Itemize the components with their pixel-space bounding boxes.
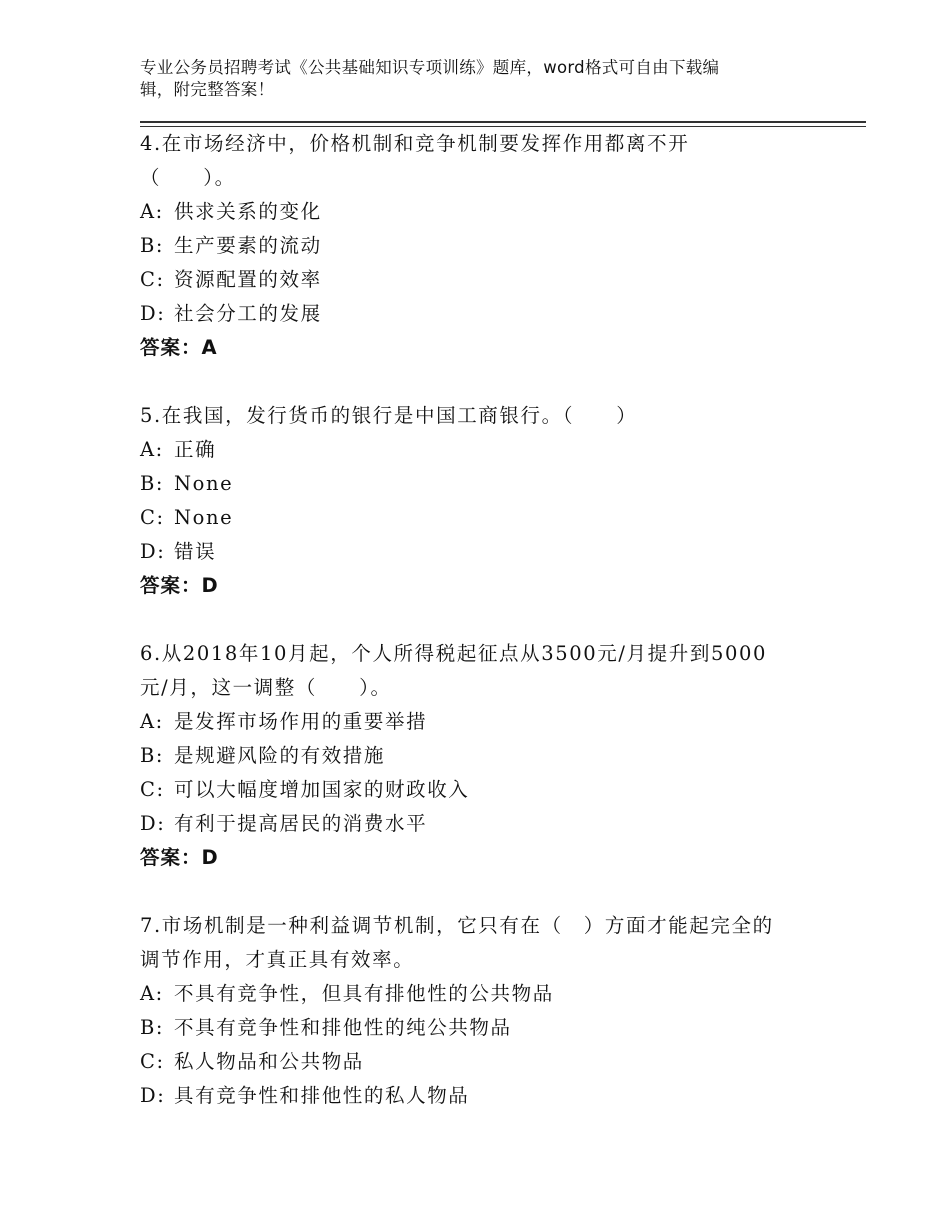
option-text: 资源配置的效率: [174, 268, 322, 291]
option-letter: B:: [140, 234, 165, 257]
option-text: 私人物品和公共物品: [174, 1050, 364, 1073]
question-stem-continued: 元/月，这一调整（ ）。: [140, 676, 392, 699]
question-stem-continued: 调节作用，才真正具有效率。: [140, 948, 415, 971]
question-5: [140, 399, 820, 603]
option-text: 不具有竞争性，但具有排他性的公共物品: [174, 982, 554, 1005]
answer-line: 答案：D: [140, 846, 219, 869]
question-stem: 7.市场机制是一种利益调节机制，它只有在（ ）方面才能起完全的: [140, 914, 774, 937]
option-b: [140, 229, 820, 263]
option-d: [140, 1079, 820, 1113]
option-b: [140, 739, 820, 773]
header-line-1: 专业公务员招聘考试《公共基础知识专项训练》题库，word格式可自由下载编: [140, 58, 720, 77]
option-letter: A:: [140, 438, 164, 461]
document-header: [140, 57, 800, 101]
question-stem: 6.从2018年10月起，个人所得税起征点从3500元/月提升到5000: [140, 642, 767, 665]
option-b: [140, 467, 820, 501]
option-letter: A:: [140, 200, 164, 223]
option-letter: C:: [140, 268, 165, 291]
option-letter: D:: [140, 540, 166, 563]
option-letter: B:: [140, 1016, 165, 1039]
option-text: None: [174, 506, 234, 529]
option-a: [140, 433, 820, 467]
option-text: 可以大幅度增加国家的财政收入: [174, 778, 470, 801]
option-text: 生产要素的流动: [174, 234, 322, 257]
option-a: [140, 977, 820, 1011]
option-text: 具有竞争性和排他性的私人物品: [174, 1084, 470, 1107]
option-letter: B:: [140, 744, 165, 767]
header-line-2: 辑，附完整答案！: [140, 80, 275, 99]
option-letter: A:: [140, 982, 164, 1005]
option-d: [140, 807, 820, 841]
option-d: [140, 535, 820, 569]
question-7: [140, 909, 820, 1113]
option-text: 是发挥市场作用的重要举措: [174, 710, 428, 733]
option-text: 不具有竞争性和排他性的纯公共物品: [174, 1016, 512, 1039]
question-stem: 5.在我国，发行货币的银行是中国工商银行。（ ）: [140, 404, 638, 427]
option-text: 供求关系的变化: [174, 200, 322, 223]
question-stem: 4.在市场经济中，价格机制和竞争机制要发挥作用都离不开: [140, 132, 690, 155]
question-4: [140, 127, 820, 365]
option-letter: C:: [140, 1050, 165, 1073]
option-c: [140, 263, 820, 297]
option-c: [140, 501, 820, 535]
option-text: 正确: [174, 438, 217, 461]
question-6: [140, 637, 820, 875]
option-letter: C:: [140, 778, 165, 801]
option-c: [140, 773, 820, 807]
option-a: [140, 195, 820, 229]
option-b: [140, 1011, 820, 1045]
option-d: [140, 297, 820, 331]
option-text: 有利于提高居民的消费水平: [174, 812, 428, 835]
option-text: 是规避风险的有效措施: [174, 744, 386, 767]
option-letter: D:: [140, 302, 166, 325]
option-letter: B:: [140, 472, 165, 495]
option-letter: C:: [140, 506, 165, 529]
option-c: [140, 1045, 820, 1079]
header-divider-thick: [140, 121, 866, 123]
option-text: 社会分工的发展: [174, 302, 322, 325]
question-stem-continued: （ ）。: [140, 166, 236, 189]
question-list: [140, 127, 820, 1113]
option-text: 错误: [174, 540, 217, 563]
answer-line: 答案：D: [140, 574, 219, 597]
option-letter: D:: [140, 812, 166, 835]
option-text: None: [174, 472, 234, 495]
option-letter: D:: [140, 1084, 166, 1107]
answer-line: 答案：A: [140, 336, 218, 359]
option-a: [140, 705, 820, 739]
option-letter: A:: [140, 710, 164, 733]
